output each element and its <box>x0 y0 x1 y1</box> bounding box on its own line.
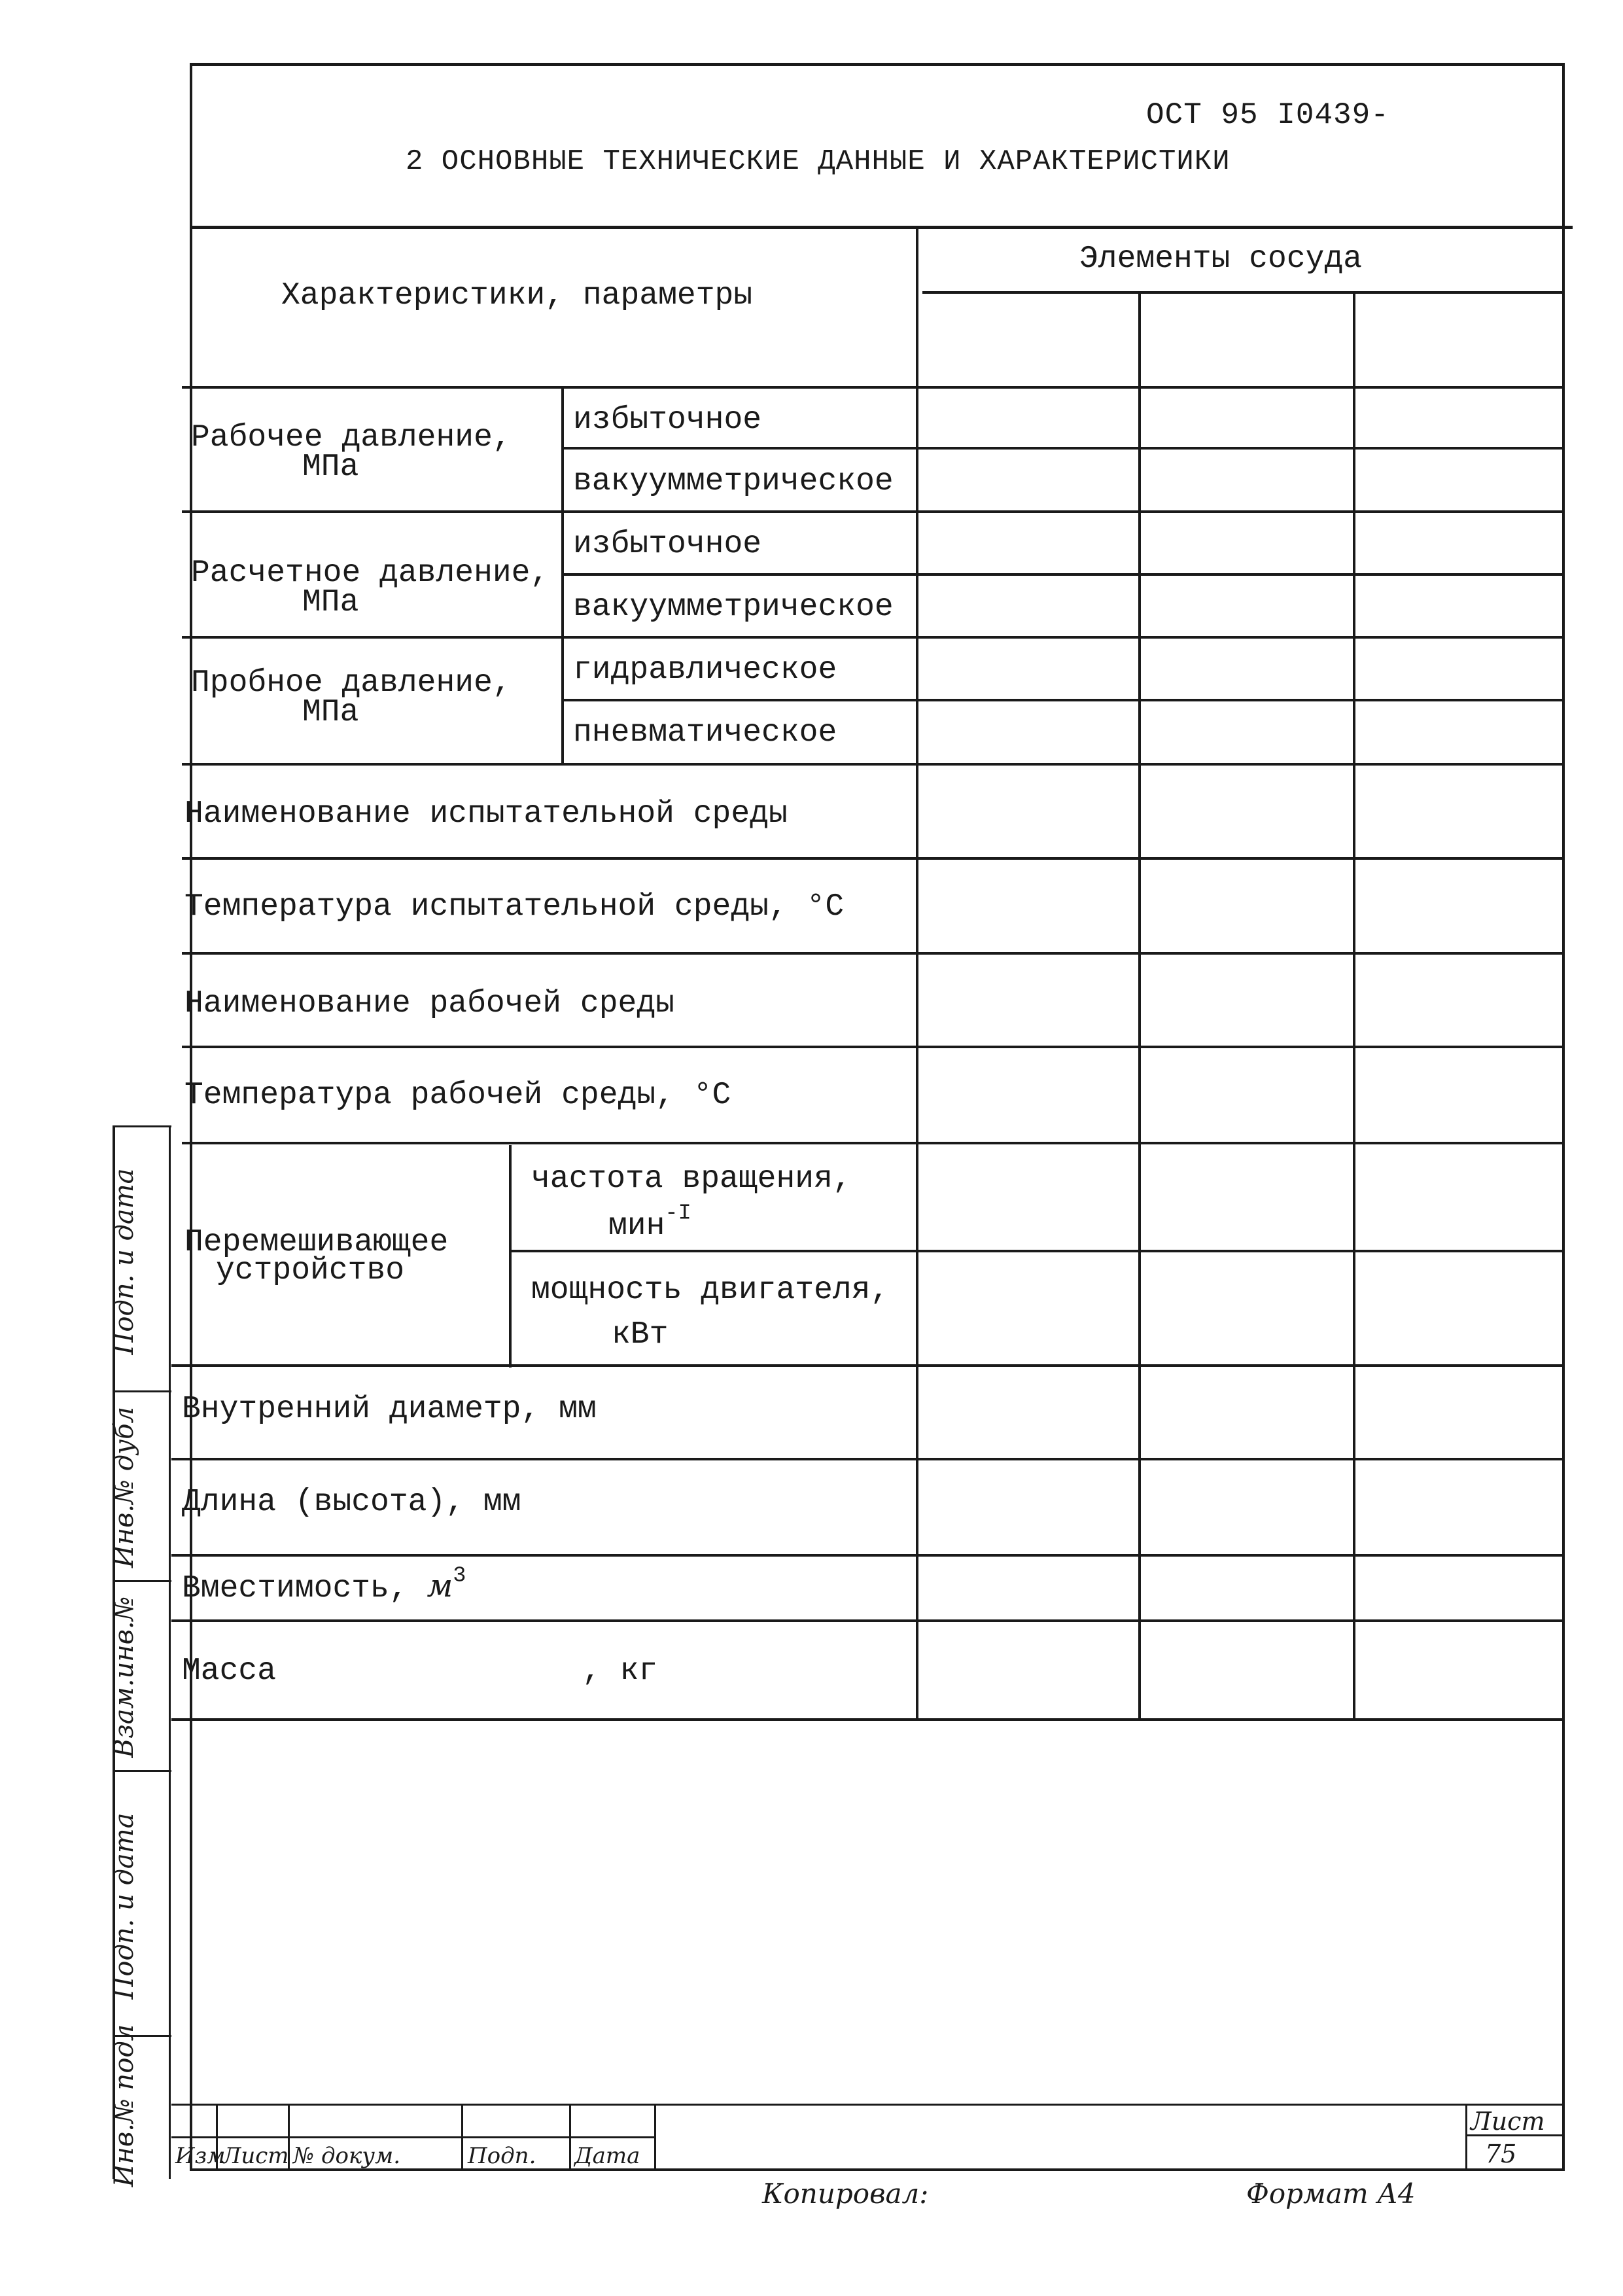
col-divider-main <box>916 229 918 1721</box>
tb-date: Дата <box>574 2143 640 2169</box>
row-line <box>182 763 1565 766</box>
params-header: Характеристики, параметры <box>281 278 753 313</box>
working-pressure-unit: МПа <box>302 450 359 485</box>
working-pressure-excess: избыточное <box>573 402 762 438</box>
working-pressure-label: Рабочее давление, <box>191 420 512 455</box>
row-line <box>182 1142 1565 1144</box>
row-line <box>171 1364 1565 1367</box>
inner-diameter-label: Внутренний диаметр, мм <box>182 1392 597 1427</box>
mixer-speed-label: частота вращения, <box>531 1161 852 1197</box>
row-line <box>561 447 1565 450</box>
row-line <box>171 1458 1565 1460</box>
working-pressure-vacuum: вакуумметрическое <box>573 464 894 499</box>
length-label: Длина (высота), мм <box>182 1485 521 1520</box>
row-line <box>182 386 1565 389</box>
test-medium-temp-label: Температура испытательной среды, °С <box>184 889 845 925</box>
title-block-col <box>1465 2104 1467 2171</box>
elements-header: Элементы сосуда <box>1079 241 1363 277</box>
row-line <box>182 1046 1565 1048</box>
title-block-col <box>654 2104 656 2171</box>
test-medium-name-label: Наименование испытательной среды <box>184 796 788 832</box>
mass-unit: , кг <box>582 1653 658 1689</box>
title-block-top-line <box>171 2104 1565 2106</box>
col-divider-3 <box>1353 293 1355 1721</box>
copied-by: Копировал: <box>762 2178 929 2210</box>
mixer-power-label: мощность двигателя, <box>531 1273 890 1308</box>
capacity-exponent: 3 <box>453 1563 466 1589</box>
test-pressure-unit: МПа <box>302 695 359 730</box>
tb-izm: Изм <box>175 2143 226 2169</box>
mixer-label-line1: Перемешивающее <box>184 1225 449 1260</box>
elements-subheader-line <box>922 291 1565 294</box>
row-line <box>171 1554 1565 1557</box>
test-pressure-hydraulic: гидравлическое <box>573 652 837 688</box>
row-line <box>182 636 1565 639</box>
working-medium-name-label: Наименование рабочей среды <box>184 986 674 1021</box>
mixer-speed-exponent: -I <box>665 1201 691 1226</box>
tb-signature: Подп. <box>468 2143 536 2169</box>
sheet-label: Лист <box>1471 2107 1545 2136</box>
pressure-subcol-divider <box>561 386 564 766</box>
table-bottom-line <box>171 1718 1565 1721</box>
row-line <box>509 1250 1565 1252</box>
document-code: ОСТ 95 I0439- <box>1146 98 1389 132</box>
row-line <box>182 510 1565 513</box>
test-pressure-pneumatic: пневматическое <box>573 715 837 751</box>
title-block-col <box>461 2104 463 2171</box>
title-block-col <box>569 2104 571 2171</box>
strip-label-sign-date-2: Подп. и дата <box>109 1812 139 2000</box>
mixer-power-unit: кВт <box>612 1317 669 1352</box>
strip-label-sign-date-1: Подп. и дата <box>109 1168 139 1355</box>
row-line <box>561 573 1565 576</box>
strip-line <box>113 1125 171 1127</box>
section-title: 2 ОСНОВНЫЕ ТЕХНИЧЕСКИЕ ДАННЫЕ И ХАРАКТЕРИСТИКИ <box>406 145 1230 178</box>
tb-doc-no: № докум. <box>293 2143 401 2169</box>
test-pressure-label: Пробное давление, <box>191 665 512 701</box>
working-medium-temp-label: Температура рабочей среды, °С <box>184 1078 731 1113</box>
paper-format: Формат А4 <box>1246 2178 1416 2210</box>
sheet-number: 75 <box>1485 2140 1517 2168</box>
design-pressure-vacuum: вакуумметрическое <box>573 590 894 625</box>
mixer-label-line2: устройство <box>216 1253 405 1288</box>
temp-unit: °С <box>693 1078 731 1113</box>
title-block-mid-line <box>171 2136 655 2138</box>
capacity-unit: м <box>427 1568 453 1604</box>
temp-unit: °С <box>806 889 845 925</box>
mixer-subcol-divider <box>509 1145 512 1368</box>
strip-inner-line <box>169 1125 171 2179</box>
tb-list: Лист <box>222 2143 289 2169</box>
row-line <box>171 1619 1565 1622</box>
mixer-speed-unit: мин$^{-I}$ <box>608 1201 691 1244</box>
page-frame <box>190 63 1565 2171</box>
header-divider <box>192 226 1573 229</box>
row-line <box>561 699 1565 701</box>
design-pressure-excess: избыточное <box>573 527 762 562</box>
row-line <box>182 857 1565 860</box>
strip-label-replace-inv: Взам.инв.№ <box>109 1596 139 1758</box>
row-line <box>182 952 1565 955</box>
mass-label: Масса <box>182 1653 277 1689</box>
strip-label-orig-inv: Инв.№ подл <box>109 2024 139 2187</box>
design-pressure-unit: МПа <box>302 585 359 620</box>
design-pressure-label: Расчетное давление, <box>191 556 550 591</box>
col-divider-2 <box>1138 293 1141 1721</box>
strip-label-dup-inv: Инв.№ дубл <box>109 1406 139 1568</box>
capacity-label: Вместимость, $м^3$ <box>182 1563 466 1606</box>
